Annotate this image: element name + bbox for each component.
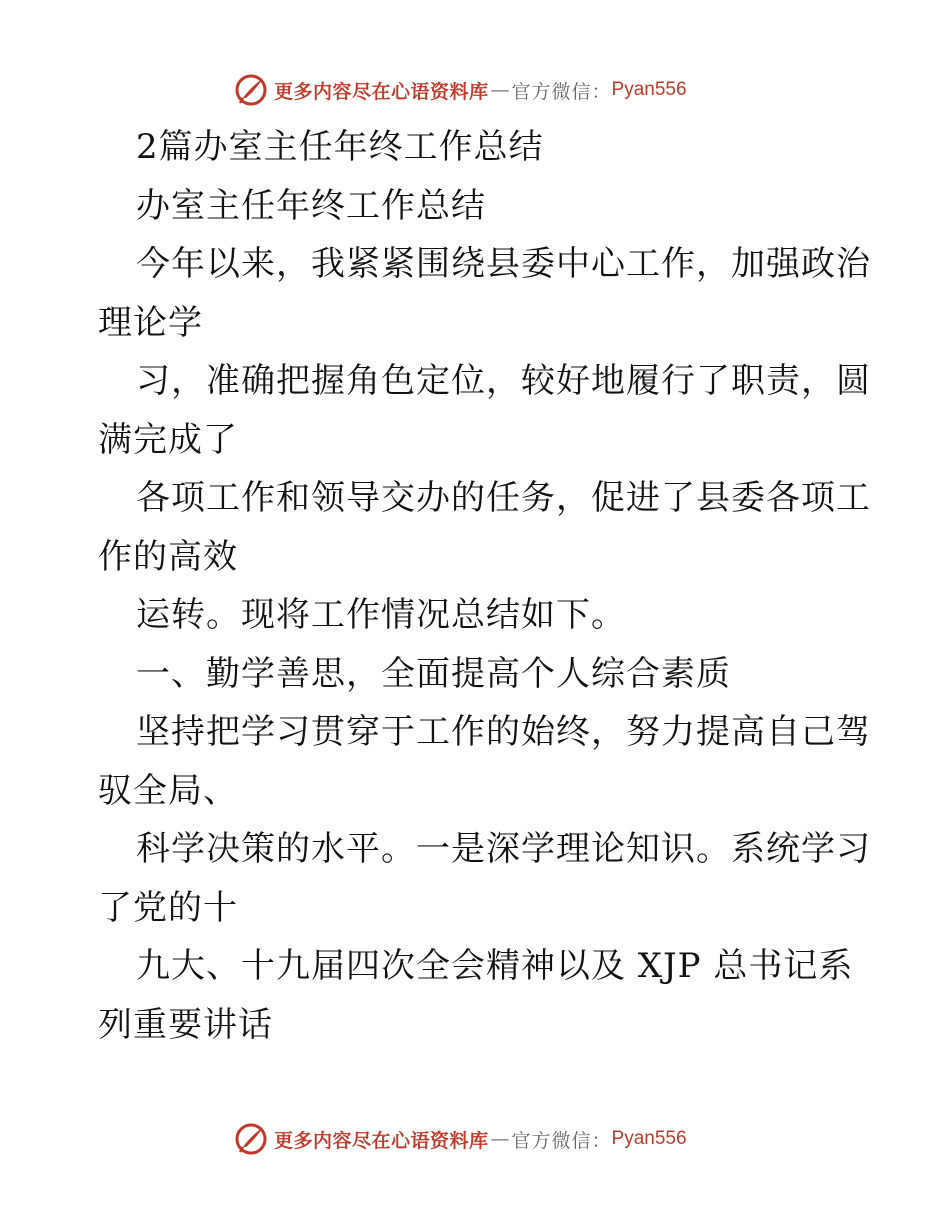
doc-line: 了党的十: [98, 887, 238, 928]
doc-line: 各项工作和领导交办的任务，促进了县委各项工: [136, 478, 871, 518]
doc-subtitle: 办室主任年终工作总结: [136, 185, 486, 226]
banner-separator: —: [490, 79, 510, 101]
doc-line: 列重要讲话: [98, 1004, 273, 1045]
doc-line: 坚持把学习贯穿于工作的始终，努力提高自己驾: [136, 712, 871, 752]
quill-logo-icon: [234, 73, 268, 107]
document-body: [98, 118, 871, 1054]
doc-line: 九大、十九届四次全会精神以及 XJP 总书记系: [136, 946, 854, 986]
doc-line: 驭全局、: [98, 770, 238, 811]
banner-main-text: 更多内容尽在心语资料库: [274, 80, 489, 103]
banner-wechat-label: 官方微信：: [511, 1129, 612, 1152]
doc-line: 科学决策的水平。一是深学理论知识。系统学习: [136, 829, 871, 869]
doc-section-heading: 一、勤学善思，全面提高个人综合素质: [136, 653, 731, 694]
quill-logo-icon: [234, 1122, 268, 1156]
doc-line: 运转。现将工作情况总结如下。: [136, 595, 626, 635]
banner-separator: —: [490, 1128, 510, 1150]
footer-banner: [234, 1121, 687, 1157]
doc-title: 2篇办室主任年终工作总结: [136, 127, 544, 167]
header-banner: [234, 72, 687, 108]
doc-line: 理论学: [98, 302, 203, 343]
doc-line: 习，准确把握角色定位，较好地履行了职责，圆: [136, 361, 871, 401]
banner-wechat-id: Pyan556: [611, 79, 687, 100]
doc-line: 今年以来，我紧紧围绕县委中心工作，加强政治: [136, 244, 871, 284]
banner-wechat-label: 官方微信：: [511, 80, 612, 103]
banner-wechat-id: Pyan556: [611, 1128, 687, 1149]
banner-main-text: 更多内容尽在心语资料库: [274, 1129, 489, 1152]
doc-line: 满完成了: [98, 419, 238, 460]
doc-line: 作的高效: [98, 536, 238, 577]
